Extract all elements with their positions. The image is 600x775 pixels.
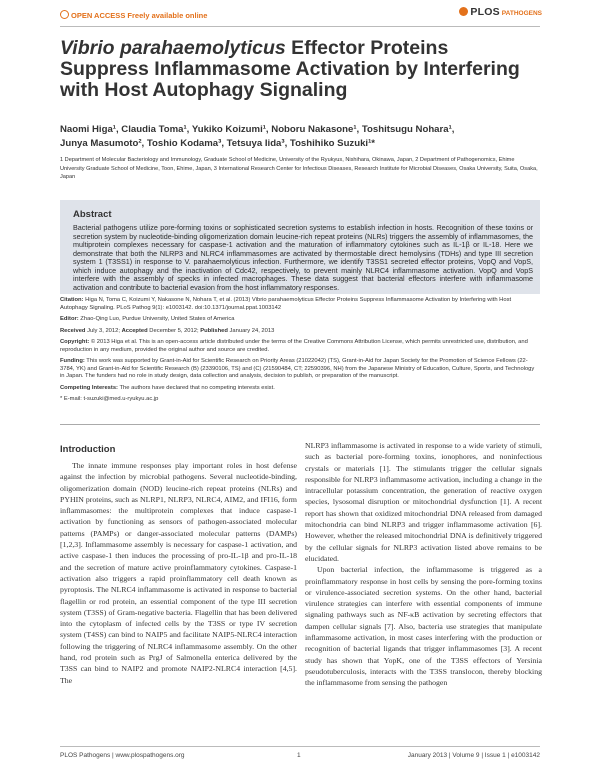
body-paragraph: The innate immune responses play important roles in host defense against the infection by microbial pathogens. Several nucleotide-binding, oligomerization domain (NOD) leucine-rich repeat proteins (NLRs) and PYHIN proteins, such as NLRP1, NLRP3, NLRC4, AIM2, and IFI16, form inflammasomes: the multiprotein complexes that induce caspase-1 activation by functioning as sensors of pathogen-associated molecular patterns (PAMPs) or danger-associated molecular patterns (DAMPs) [1,2,3]. Inflammasome assembly is necessary for caspase-1 activation, and active caspase-1 then induces the processing of pro-IL-1β and pro-IL-18 and the secretion of mature active proinflammatory cytokines. Caspase-1 activation also triggers a rapid proinflammatory cell death known as pyroptosis. The NLRC4 inflammasome is activated in response to bacterial flagellin or rod protein, an essential component of the type III secretion system (T3SS) of Gram-negative bacteria. Flagellin that has been delivered into the cytoplasm of infected cells by the T3SS or type IV secretion system (T4SS) can bind to NAIP5 and facilitate NAIP5-NLRC4 interaction following the triggering of NLRC4 inflammasome assembly. On the other hand, rod protein such as PrgJ of Salmonella enterica delivered by the T3SS can bind to NAIP2 and promote NAIP2-NLRC4 interaction [4,5]. The — [60, 461, 297, 685]
page-number: 1 — [297, 752, 301, 759]
journal-logo: PLOS PATHOGENS — [459, 6, 542, 18]
footer-journal-link[interactable]: PLOS Pathogens | www.plospathogens.org — [60, 752, 185, 759]
header-rule — [60, 26, 540, 27]
article-title: Vibrio parahaemolyticus Effector Proteins Suppress Inflammasome Activation by Interfering with Host Autophagy Signaling — [60, 37, 520, 101]
abstract-heading: Abstract — [73, 209, 112, 220]
author-list — [60, 123, 540, 151]
body-paragraph: NLRP3 inflammasome is activated in response to a wide variety of stimuli, such as bacterial pore-forming toxins, ionophores, and noninfectious crystals or materials [1]. The stimulants trigger the cellular signals responsible for NLRP3 inflammasome activation, including a change in the intracellular potassium concentration, the generation of reactive oxygen species, lysosomal disruption or mitochondrial dysfunction [1]. A recent report has shown that oxidized mitochondrial DNA released from damaged mitochondria can bind NLRP3 and trigger inflammasome activation [6]. However, whether the released mitochondrial DNA is definitively triggered by the cellular signals for NLRP3 activation listed above remains to be elucidated. — [305, 441, 542, 563]
article-metadata — [60, 297, 540, 408]
issue-info: January 2013 | Volume 9 | Issue 1 | e1003142 — [407, 752, 540, 759]
author-line: Junya Masumoto², Toshio Kodama³, Tetsuya Iida³, Toshihiko Suzuki¹* — [60, 138, 376, 149]
footer-rule — [60, 746, 540, 747]
body-paragraph: Upon bacterial infection, the inflammasome is triggered as a proinflammatory response in host cells by sensing the pore-forming toxins or virulence-associated secretion systems. On the other hand, bacterial virulence strategies can interfere with essential components of immune signaling pathways such as NF-κB activation by secreting effectors that dampen cellular signals [7]. Also, bacteria use strategies that manipulate inflammasome activation, in most cases interfering with the production or recognition of bacterial ligands that trigger inflammasomes [3]. A recent study has shown that YopK, one of the T3SS effectors of Yersinia pseudotuberculosis, interacts with the T3SS translocon, thereby blocking the inflammasome from sensing the pathogen — [305, 565, 542, 688]
affiliations: 1 Department of Molecular Bacteriology and Immunology, Graduate School of Medicine, University of the Ryukyus, Nishihara, Okinawa, Japan, 2 Department of Pathogenomics, Ehime University Graduate School of Medicine, Toon, Ehime, Japan, 3 International Research Center for Infectious Diseases, Research Institute for Microbial Diseases, Osaka University, Suita, Osaka, Japan — [60, 157, 538, 180]
funding: Funding: This work was supported by Grant-in-Aid for Scientific Research on Priority Areas (21022042) (TS), Grant-in-Aid for Japan Society for the Promotion of Science Fellows (22-3784, YK) and Grant-in-Aid for Scientific Research (B) (23390106, TS) and (C) (21590484, CT; 22590396, NH) from the Japanese Ministry of Education, Culture, Sports, and Technology in Japan. The funders had no role in study design, data collection and analysis, decision to publish, or preparation of the manuscript. — [60, 358, 535, 379]
dates: Received July 3, 2012; Accepted December 5, 2012; Published January 24, 2013 — [60, 327, 275, 334]
citation: Citation: Higa N, Toma C, Koizumi Y, Nakasone N, Nohara T, et al. (2013) Vibrio parahaemolyticus Effector Proteins Suppress Inflammasome Activation by Interfering with Host Autophagy Signaling. PLoS Pathog 9(1): e1003142. doi:10.1371/journal.ppat.1003142 — [60, 297, 512, 311]
corresponding-email[interactable]: * E-mail: t-suzuki@med.u-ryukyu.ac.jp — [60, 396, 159, 402]
section-rule — [60, 424, 540, 425]
open-access-icon — [60, 10, 69, 19]
competing-interests: Competing Interests: The authors have declared that no competing interests exist. — [60, 384, 275, 391]
abstract-text: Bacterial pathogens utilize pore-forming toxins or sophisticated secretion systems to establish infection in hosts. Recognition of these toxins or secretion system by nucleotide-binding oligomerization domain leucine-rich repeat proteins (NLRs) triggers the assembly of inflammasomes, the multiprotein complexes necessary for caspase-1 activation and the maturation of inflammatory cytokines such as IL-1β or IL-18. Here we demonstrate that both the NLRP3 and NLRC4 inflammasomes are activated by thermostable direct hemolysins (TDHs) and type III secretion system 1 (T3SS1) in response to V. parahaemolyticus infection. Furthermore, we identify T3SS1 secreted effector proteins, VopQ and VopS, which induce autophagy and the inactivation of Cdc42, respectively, to prevent mainly NLRC4 inflammasome activation. VopQ and VopS interfere with the assembly of specks in infected macrophages. These data suggest that bacterial effectors interfere with inflammasome activation and contribute to bacterial evasion from the host inflammatory responses. — [73, 223, 533, 292]
left-column — [60, 460, 297, 686]
right-column — [305, 440, 542, 689]
editor: Editor: Zhao-Qing Luo, Purdue University, United States of America — [60, 316, 235, 322]
author-line: Naomi Higa¹, Claudia Toma¹, Yukiko Koizumi¹, Noboru Nakasone¹, Toshitsugu Nohara¹, — [60, 124, 455, 135]
plos-logo-icon — [459, 7, 468, 16]
copyright: Copyright: © 2013 Higa et al. This is an open-access article distributed under the terms of the Creative Commons Attribution License, which permits unrestricted use, distribution, and reproduction in any medium, provided the original author and source are credited. — [60, 339, 528, 353]
page-header — [0, 0, 600, 38]
abstract-box — [60, 200, 540, 294]
open-access-label: OPEN ACCESS Freely available online — [60, 10, 207, 20]
introduction-heading: Introduction — [60, 444, 116, 455]
